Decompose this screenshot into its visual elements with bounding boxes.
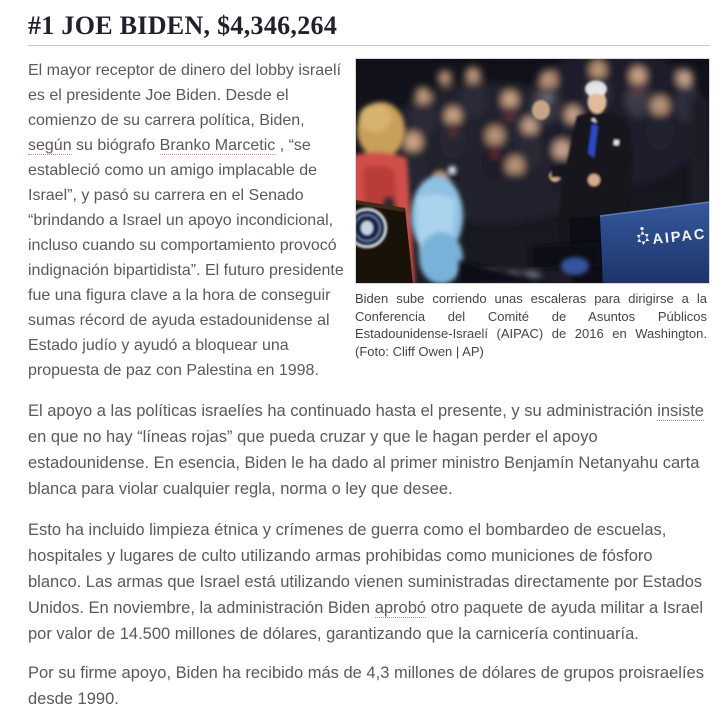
aipac-sign	[600, 202, 710, 284]
heading-section	[28, 10, 710, 46]
aipac-sign-label: AIPAC	[651, 226, 708, 248]
presidential-seal-icon	[355, 209, 386, 247]
photo-caption: Biden sube corriendo unas escaleras para dirigirse a la Conferencia del Comité de Asuntos Públicos Estadounidense-Israelí (AIPAC) de 2016 en Washington. (Foto: Cliff Owen | AP)	[355, 291, 707, 359]
intro-section	[28, 58, 710, 383]
link-segun[interactable]: según	[28, 137, 72, 154]
paragraph-1: El mayor receptor de dinero del lobby israelí es el presidente Joe Biden. Desde el comienzo de su carrera política, Biden, según su biógrafo Branko Marcetic , “se estableció como un amigo implacable de Israel”, y pasó su carrera en el Senado “brindando a Israel un apoyo incondicional, incluso cuando su comportamiento provocó indignación bipartidista”. El futuro presidente fue una figura clave a la hora de conseguir sumas récord de ayuda estadounidense al Estado judío y ayudó a bloquear una propuesta de paz con Palestina en 1998.	[28, 62, 344, 379]
paragraph-2: El apoyo a las políticas israelíes ha continuado hasta el presente, y su administración insiste en que no hay “líneas rojas” que pueda cruzar y que le hagan perder el apoyo estadounidense. En esencia, Biden le ha dado al primer ministro Benjamín Netanyahu carta blanca para violar cualquier regla, norma o ley que desee.	[28, 402, 704, 498]
podium	[355, 200, 413, 284]
link-aprobo[interactable]: aprobó	[374, 599, 427, 617]
aipac-conference-photo	[355, 58, 710, 284]
article-heading: #1 JOE BIDEN, $4,346,264	[28, 11, 338, 40]
link-insiste[interactable]: insiste	[657, 402, 704, 420]
intro-text-column	[28, 58, 350, 383]
link-branko-marcetic[interactable]: Branko Marcetic	[159, 137, 276, 154]
paragraph-3: Esto ha incluido limpieza étnica y crímenes de guerra como el bombardeo de escuelas, hospitales y lugares de culto utilizando armas prohibidas como municiones de fósforo blanco. Las armas que Israel está utilizando vienen suministradas directamente por Estados Unidos. En noviembre, la administración Biden aprobó otro paquete de ayuda militar a Israel por valor de 14.500 millones de dólares, garantizando que la carnicería continuaría.	[28, 521, 704, 643]
paragraph-4: Por su firme apoyo, Biden ha recibido más de 4,3 millones de dólares de grupos proisraelíes desde 1990.	[28, 664, 704, 708]
body-section	[28, 398, 710, 712]
photo-figure	[355, 58, 710, 383]
